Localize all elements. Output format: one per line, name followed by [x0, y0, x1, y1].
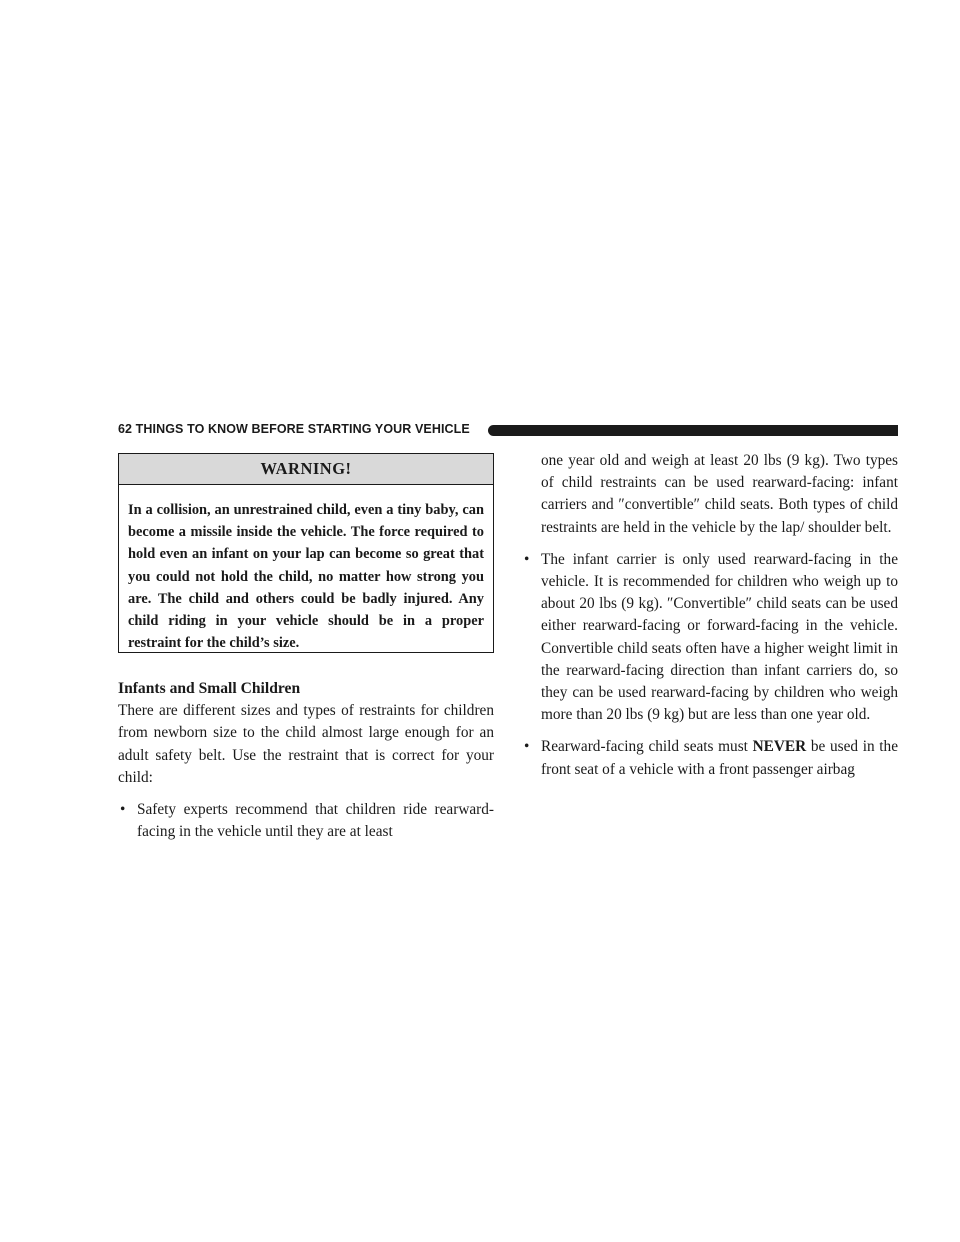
right-column: [522, 450, 898, 781]
bullet-item: [522, 549, 898, 727]
bullet-text-post: be used in the front seat of a vehicle with a front passenger airbag: [541, 738, 898, 778]
section-title: Infants and Small Children: [118, 680, 301, 697]
section-intro: There are different sizes and types of restraints for children from newborn size to the child almost large enough for an adult safety belt. Use the restraint that is correct for your child:: [118, 702, 494, 786]
bullet-text: Safety experts recommend that children ride rearward-facing in the vehicle until they are at least: [137, 801, 494, 841]
warning-text: In a collision, an unrestrained child, even a tiny baby, can become a missile inside the vehicle. The force required to hold even an infant on your lap can become so great that you could not hold the child, no matter how strong you are. The child and others could be badly injured. Any child riding in your vehicle should be in a proper restraint for the child’s size.: [128, 502, 484, 652]
bullet-continuation: one year old and weigh at least 20 lbs (9 kg). Two types of child restraints can be used rearward-facing: infant carriers and ″convertible″ child seats. Both types of child restraints are held in the vehicle by the lap/ shoulder belt.: [541, 452, 898, 536]
bullet-text-pre: Rearward-facing child seats must: [541, 738, 753, 756]
bullet-icon: •: [524, 550, 530, 568]
page-header-text: 62 THINGS TO KNOW BEFORE STARTING YOUR VEHICLE: [118, 422, 470, 436]
bullet-item: [522, 736, 898, 780]
bullet-text: The infant carrier is only used rearward-facing in the vehicle. It is recommended for children who weigh up to about 20 lbs (9 kg). ″Convertible″ child seats can be used either rearward-facing or forward-facing in the vehicle. Convertible child seats often have a higher weight limit in the rearward-facing direction than infant carriers do, so they can be used rearward-facing by children who weigh more than 20 lbs (9 kg) but are less than one year old.: [541, 550, 898, 724]
never-emphasis: NEVER: [752, 738, 807, 756]
warning-box: [118, 453, 494, 653]
bullet-item: [118, 799, 494, 843]
warning-title: WARNING!: [119, 454, 493, 485]
header-bar: [488, 425, 898, 436]
bullet-icon: •: [120, 801, 126, 819]
left-column: [118, 678, 494, 843]
bullet-icon: •: [524, 738, 530, 756]
page-header: [118, 420, 898, 442]
